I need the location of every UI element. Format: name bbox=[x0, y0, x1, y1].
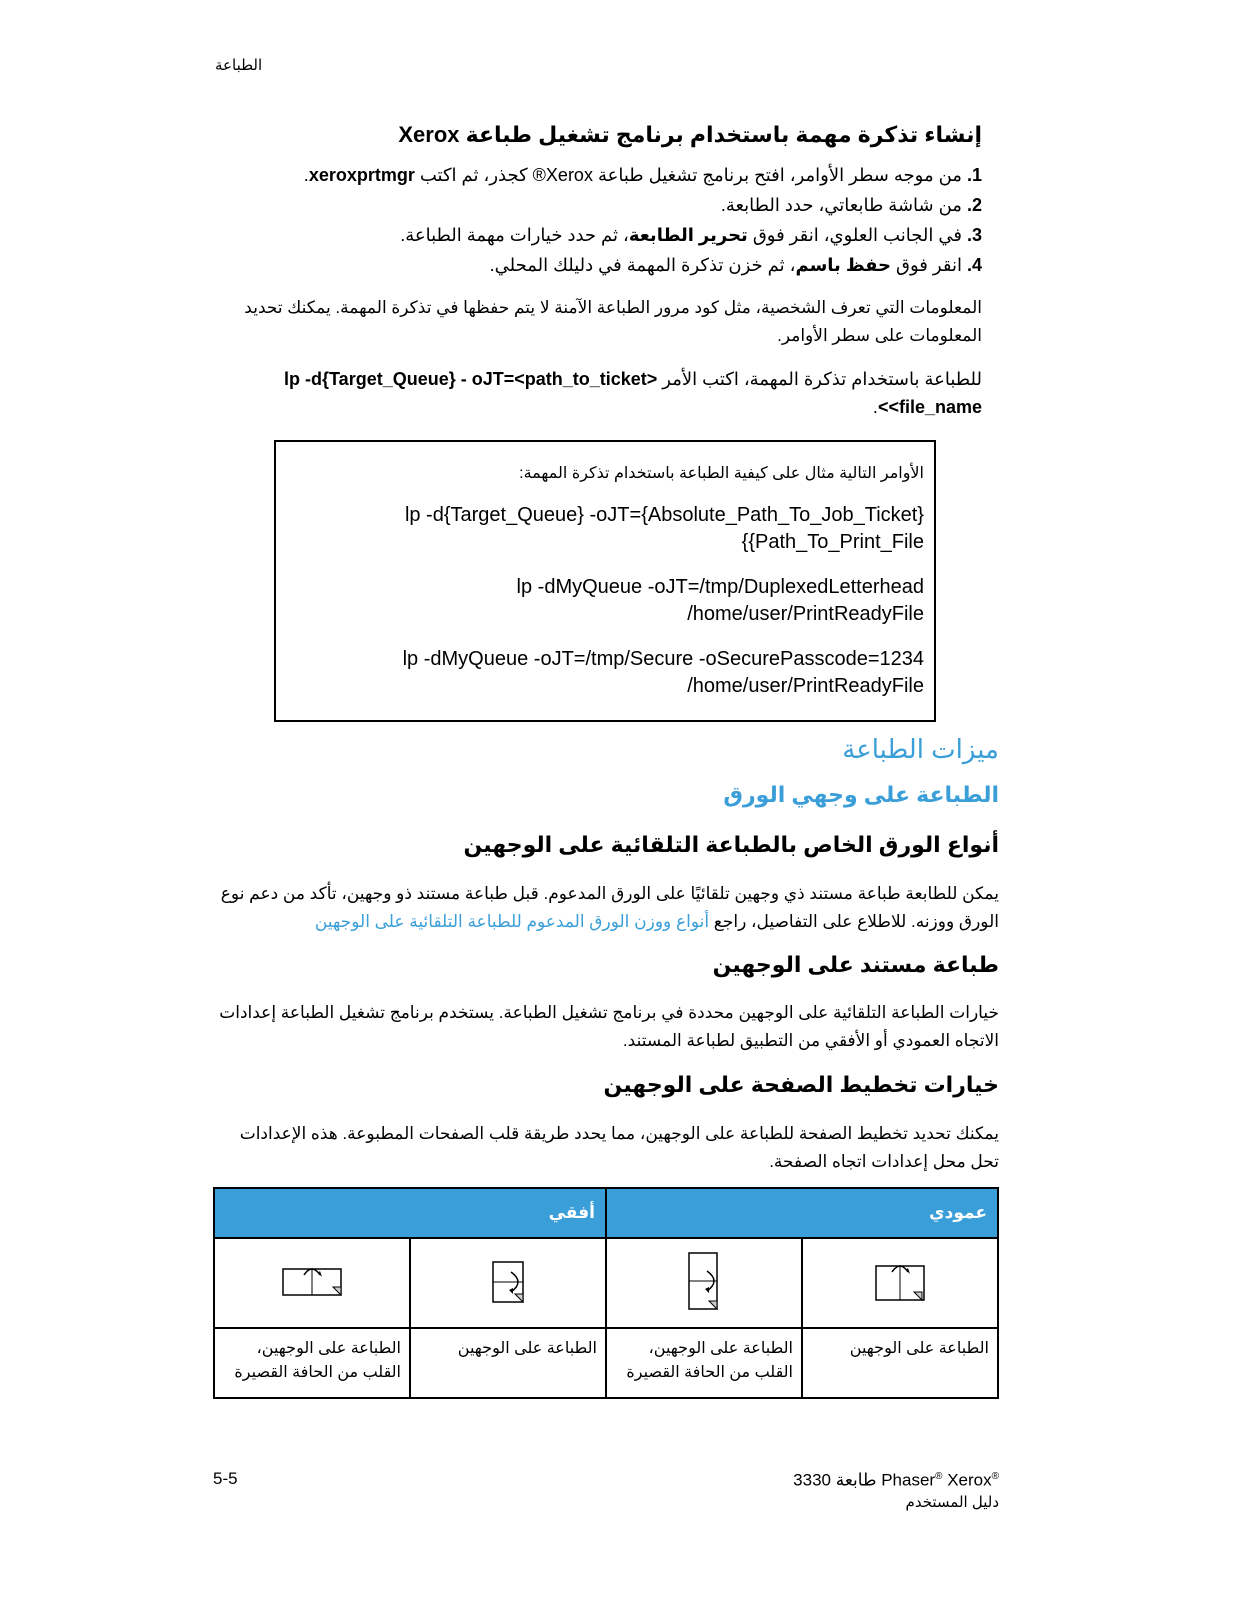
running-header: الطباعة bbox=[215, 57, 263, 74]
product-name: طابعة 3330 Phaser® Xerox® bbox=[793, 1470, 999, 1490]
chapter-title-print-features: ميزات الطباعة bbox=[842, 734, 999, 764]
footer-product bbox=[793, 1466, 999, 1514]
code-example-1: lp -d{Target_Queue} -oJT={Absolute_Path_To_Job_Ticket} {{Path_To_Print_File bbox=[404, 504, 924, 553]
note-personal-info: المعلومات التي تعرف الشخصية، مثل كود مرور الطباعة الآمنة لا يتم حفظها في تذكرة المهمة. يمكنك تحديد المعلومات على سطر الأوامر. bbox=[244, 298, 982, 345]
duplex-document-text: خيارات الطباعة التلقائية على الوجهين محددة في برنامج تشغيل الطباعة. يستخدم برنامج تشغيل الطباعة إعدادات الاتجاه العمودي أو الأفقي من التطبيق لطباعة المستند. bbox=[219, 1003, 999, 1050]
step-3: 3. في الجانب العلوي، انقر فوق تحرير الطابعة، ثم حدد خيارات مهمة الطباعة. bbox=[400, 225, 982, 245]
heading-paper-types: أنواع الورق الخاص بالطباعة التلقائية على الوجهين bbox=[463, 832, 999, 857]
duplex-orientation-table bbox=[213, 1187, 999, 1399]
portrait-short-edge-duplex-icon bbox=[606, 1238, 802, 1328]
step-2: 2. من شاشة طابعاتي، حدد الطابعة. bbox=[720, 195, 982, 215]
header-landscape: أفقي bbox=[214, 1188, 606, 1238]
paper-types-text: يمكن للطابعة طباعة مستند ذي وجهين تلقائيًا على الورق المدعوم. قبل طباعة مستند ذو وجهين، تأكد من دعم نوع الورق ووزنه. للاطلاع على التفاصيل، راجع أنواع ووزن الورق المدعوم للطباعة التلقائية على الوجهين bbox=[220, 884, 999, 931]
step-1: 1. من موجه سطر الأوامر، افتح برنامج تشغيل طباعة Xerox® كجذر، ثم اكتب xeroxprtmgr. bbox=[303, 165, 982, 185]
label-landscape-short-edge: الطباعة على الوجهين، القلب من الحافة القصيرة bbox=[214, 1328, 410, 1398]
heading-duplex-document: طباعة مستند على الوجهين bbox=[712, 952, 999, 977]
header-portrait: عمودي bbox=[606, 1188, 998, 1238]
page-number: 5-5 bbox=[213, 1469, 238, 1488]
section-title-create-ticket: إنشاء تذكرة مهمة باستخدام برنامج تشغيل طباعة Xerox bbox=[398, 122, 982, 147]
landscape-long-edge-duplex-icon bbox=[410, 1238, 606, 1328]
code-example-box bbox=[274, 440, 936, 722]
code-example-3: lp -dMyQueue -oJT=/tmp/Secure -oSecurePasscode=1234 /home/user/PrintReadyFile bbox=[402, 648, 924, 697]
paper-types-link[interactable]: أنواع ووزن الورق المدعوم للطباعة التلقائية على الوجهين bbox=[314, 912, 710, 931]
heading-page-layout: خيارات تخطيط الصفحة على الوجهين bbox=[603, 1072, 999, 1097]
label-portrait-short-edge: الطباعة على الوجهين، القلب من الحافة القصيرة bbox=[606, 1328, 802, 1398]
label-portrait-long-edge: الطباعة على الوجهين bbox=[802, 1328, 998, 1398]
steps-list bbox=[212, 160, 982, 280]
label-landscape-long-edge: الطباعة على الوجهين bbox=[410, 1328, 606, 1398]
command-instruction: للطباعة باستخدام تذكرة المهمة، اكتب الأمر lp -d{Target_Queue} - oJT=<path_to_ticket> <<file_name. bbox=[284, 369, 982, 417]
page-layout-text: يمكنك تحديد تخطيط الصفحة للطباعة على الوجهين، مما يحدد طريقة قلب الصفحات المطبوعة. هذه الإعدادات تحل محل إعدادات اتجاه الصفحة. bbox=[239, 1124, 999, 1171]
code-intro: الأوامر التالية مثال على كيفية الطباعة باستخدام تذكرة المهمة: bbox=[519, 465, 924, 482]
code-example-2: lp -dMyQueue -oJT=/tmp/DuplexedLetterhead /home/user/PrintReadyFile bbox=[516, 576, 924, 625]
section-title-duplex: الطباعة على وجهي الورق bbox=[723, 782, 999, 807]
portrait-long-edge-duplex-icon bbox=[802, 1238, 998, 1328]
landscape-short-edge-duplex-icon bbox=[214, 1238, 410, 1328]
step-4: 4. انقر فوق حفظ باسم، ثم خزن تذكرة المهمة في دليلك المحلي. bbox=[489, 255, 982, 275]
user-guide-label: دليل المستخدم bbox=[905, 1493, 999, 1511]
